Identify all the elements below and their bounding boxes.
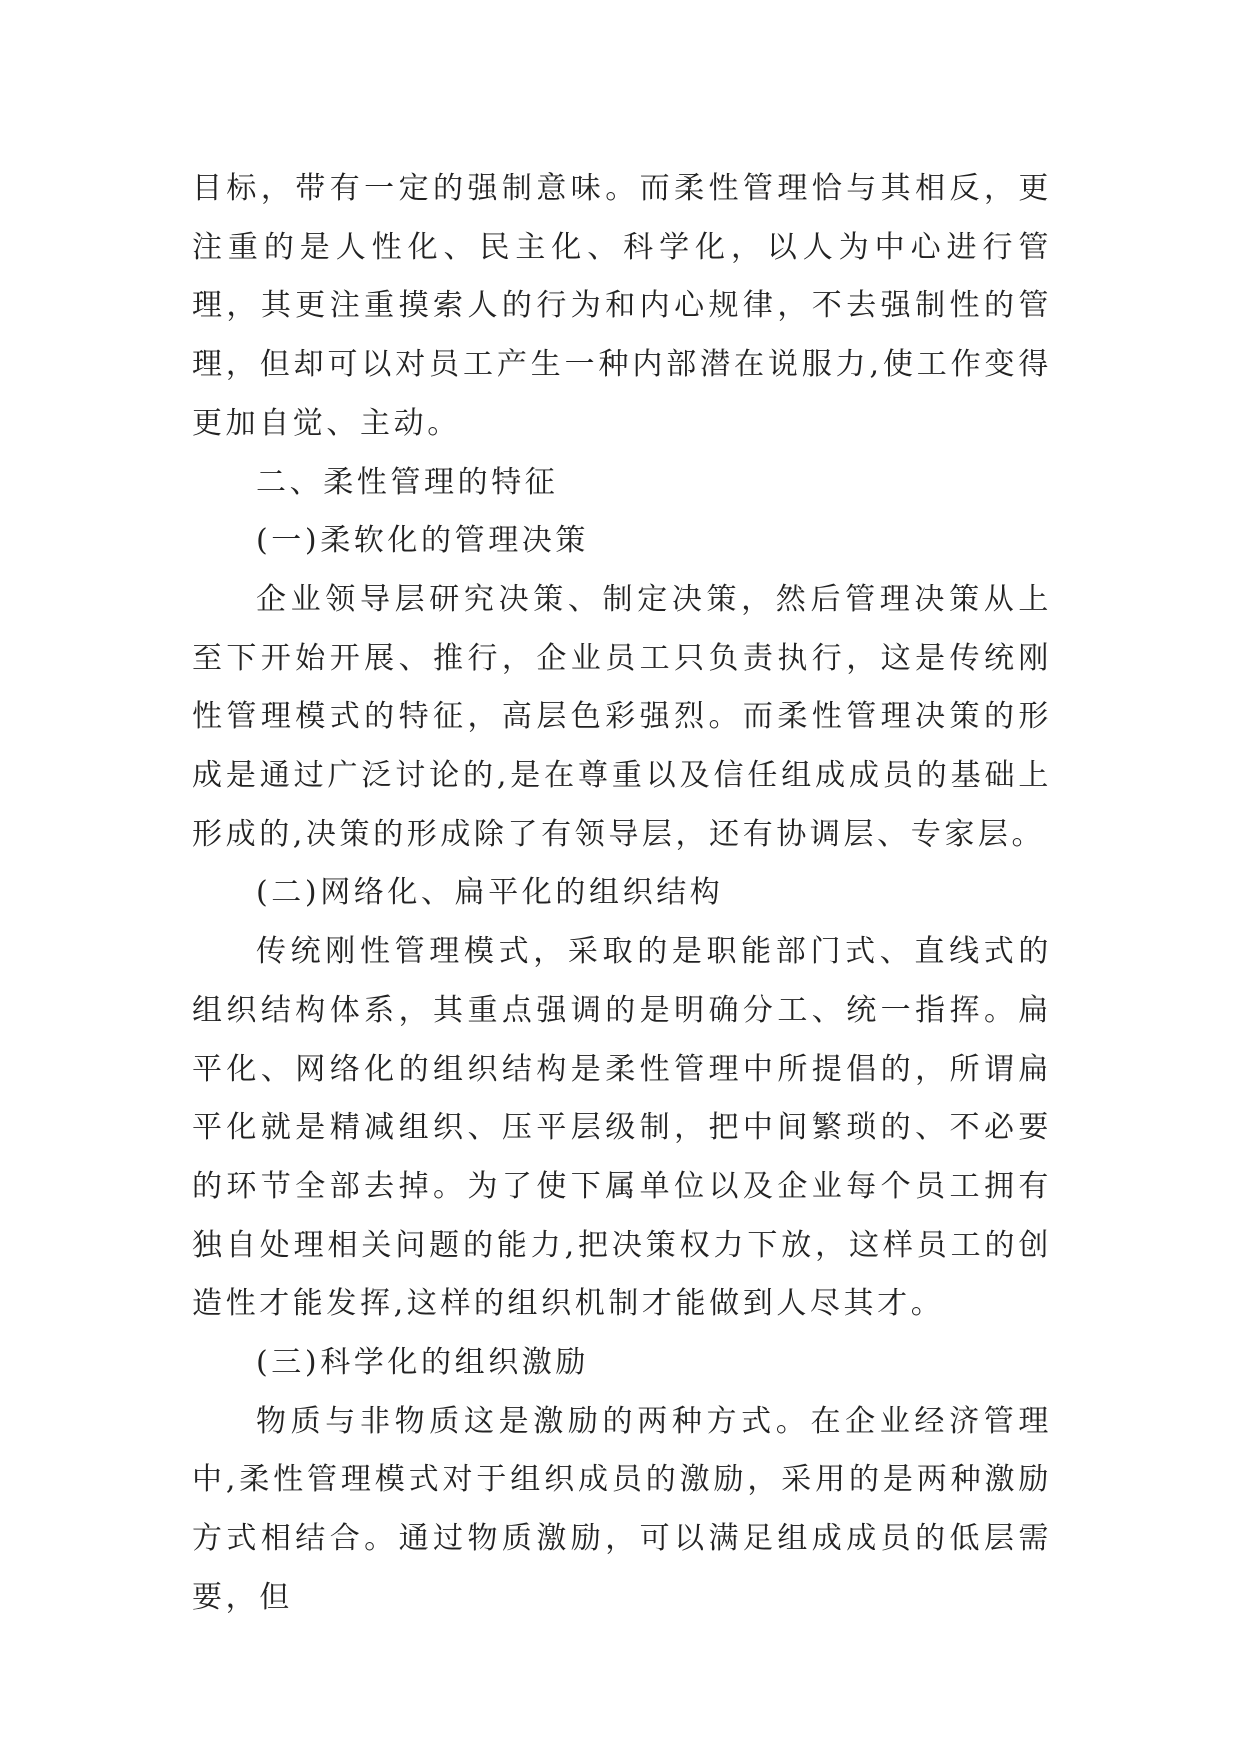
subheading-structure: (二)网络化、扁平化的组织结构 [256, 875, 724, 911]
subheading-decision: (一)柔软化的管理决策 [256, 523, 590, 559]
paragraph-structure: 传统刚性管理模式，采取的是职能部门式、直线式的组织结构体系，其重点强调的是明确分工、统一指挥。扁平化、网络化的组织结构是柔性管理中所提倡的，所谓扁平化就是精减组织、压平层级制，把中间繁琐的、不必要的环节全部去掉。为了使下属单位以及企业每个员工拥有独自处理相关问题的能力,把决策权力下放，这样员工的创造性才能发挥,这样的组织机制才能做到人尽其才。 [192, 934, 1052, 1322]
paragraph-incentive: 物质与非物质这是激励的两种方式。在企业经济管理中,柔性管理模式对于组织成员的激励，采用的是两种激励方式相结合。通过物质激励，可以满足组成成员的低层需要，但 [192, 1403, 1052, 1615]
document-page [192, 160, 1052, 1628]
subheading-incentive: (三)科学化的组织激励 [256, 1345, 590, 1381]
paragraph-continuation: 目标，带有一定的强制意味。而柔性管理恰与其相反，更注重的是人性化、民主化、科学化，以人为中心进行管理，其更注重摸索人的行为和内心规律，不去强制性的管理，但却可以对员工产生一种内部潜在说服力,使工作变得更加自觉、主动。 [192, 171, 1052, 441]
paragraph-decision: 企业领导层研究决策、制定决策，然后管理决策从上至下开始开展、推行，企业员工只负责执行，这是传统刚性管理模式的特征，高层色彩强烈。而柔性管理决策的形成是通过广泛讨论的,是在尊重以及信任组成成员的基础上形成的,决策的形成除了有领导层，还有协调层、专家层。 [192, 581, 1052, 852]
section-heading-features: 二、柔性管理的特征 [256, 464, 559, 500]
